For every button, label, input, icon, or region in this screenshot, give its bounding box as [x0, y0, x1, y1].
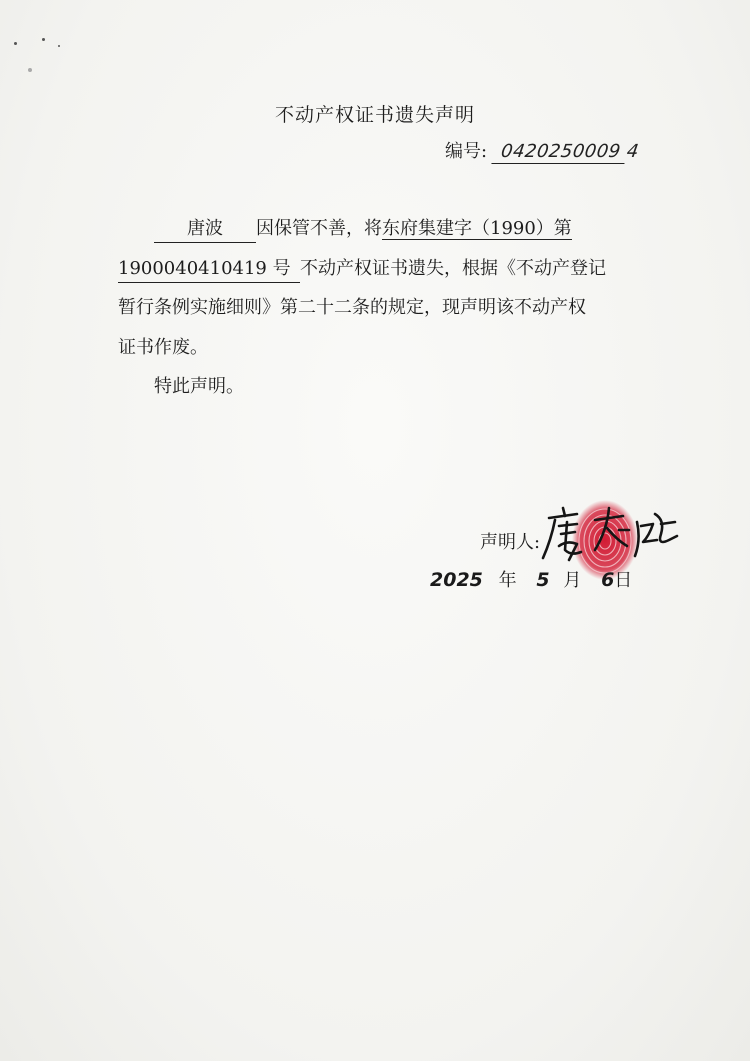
closing-statement: 特此声明。 — [154, 376, 244, 397]
date-month: 5 — [536, 569, 550, 591]
date-day-unit: 日 — [614, 570, 633, 591]
body-line-1 — [118, 216, 678, 243]
date-year: 2025 — [430, 569, 483, 591]
body-text-2: 不动产权证书遗失，根据《不动产登记 — [300, 258, 606, 279]
handwritten-signature — [537, 500, 687, 570]
serial-number-row — [445, 137, 645, 167]
body-line-2 — [118, 256, 678, 283]
scan-speck — [42, 38, 45, 41]
body-text-1: 因保管不善，将 — [256, 218, 382, 239]
date-month-unit: 月 — [563, 570, 582, 591]
owner-name: 唐波 — [154, 216, 256, 243]
scan-speck — [14, 42, 17, 45]
certificate-prefix: 东府集建字（1990）第 — [382, 218, 572, 239]
date-line — [430, 566, 632, 592]
certificate-number: 1900040410419 号 — [118, 256, 300, 283]
body-line-4: 证书作废。 — [118, 337, 208, 358]
document-title: 不动产权证书遗失声明 — [274, 104, 475, 126]
date-year-unit: 年 — [498, 570, 517, 591]
scan-speck — [28, 68, 32, 72]
serial-number-handwritten: 0420250009 4 — [491, 141, 627, 164]
serial-label: 编号: — [445, 141, 488, 162]
body-line-3: 暂行条例实施细则》第二十二条的规定，现声明该不动产权 — [118, 297, 586, 318]
scan-speck — [58, 45, 60, 47]
declarant-label: 声明人: — [480, 532, 541, 553]
date-day: 6 — [601, 569, 615, 591]
